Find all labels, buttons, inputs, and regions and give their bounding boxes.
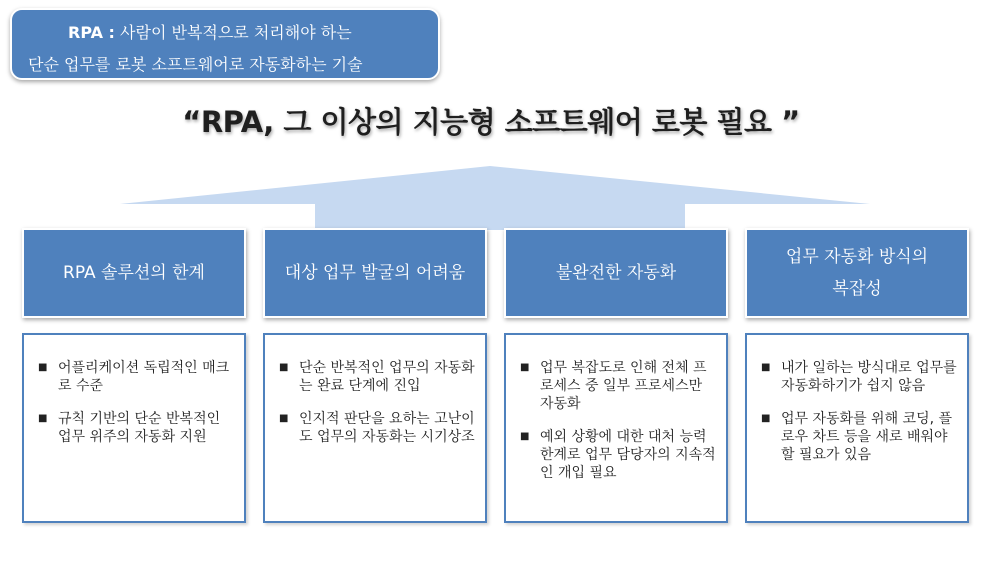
column-title-1: RPA 솔루션의 한계 — [63, 263, 205, 283]
column-title-2: 대상 업무 발굴의 어려움 — [284, 263, 466, 283]
bullet-list-1 — [36, 359, 234, 446]
list-item — [518, 428, 716, 482]
list-item — [277, 410, 475, 446]
list-item-text: 어플리케이션 독립적인 매크로 수준 — [58, 360, 230, 394]
bullet-icon: ■ — [761, 362, 771, 373]
definition-term: RPA : — [68, 23, 115, 42]
list-item-text: 업무 복잡도로 인해 전체 프로세스 중 일부 프로세스만 자동화 — [540, 360, 707, 412]
headline: “RPA, 그 이상의 지능형 소프트웨어 로봇 필요 ” — [182, 105, 800, 139]
definition-box — [10, 8, 440, 80]
bullet-icon: ■ — [38, 413, 48, 424]
column-header-2 — [263, 228, 487, 318]
bullet-icon: ■ — [279, 413, 289, 424]
column-header-1 — [22, 228, 246, 318]
bullet-icon: ■ — [38, 362, 48, 373]
column-content-2 — [263, 333, 487, 523]
bullet-list-3 — [518, 359, 716, 482]
list-item — [36, 410, 234, 446]
bullet-list-4 — [759, 359, 957, 464]
list-item — [518, 359, 716, 413]
list-item-text: 인지적 판단을 요하는 고난이도 업무의 자동화는 시기상조 — [299, 411, 475, 445]
list-item-text: 규칙 기반의 단순 반복적인 업무 위주의 자동화 지원 — [58, 411, 221, 445]
bullet-icon: ■ — [520, 431, 530, 442]
list-item-text: 단순 반복적인 업무의 자동화는 완료 단계에 진입 — [299, 360, 475, 394]
arrow-head — [120, 166, 870, 230]
column-title-4: 업무 자동화 방식의 — [785, 247, 929, 267]
list-item-text: 예외 상황에 대한 대처 능력 한계로 업무 담당자의 지속적인 개입 필요 — [540, 429, 716, 481]
bullet-icon: ■ — [520, 362, 530, 373]
list-item — [759, 359, 957, 395]
column-content-1 — [22, 333, 246, 523]
column-header-4 — [745, 228, 969, 318]
column-content-3 — [504, 333, 728, 523]
up-arrow-shape — [0, 160, 982, 230]
definition-line-2: 단순 업무를 로봇 소프트웨어로 자동화하는 기술 — [28, 55, 363, 74]
list-item-text: 내가 일하는 방식대로 업무를 자동화하기가 쉽지 않음 — [781, 360, 957, 394]
list-item — [277, 359, 475, 395]
definition-text-1: 사람이 반복적으로 처리해야 하는 — [120, 23, 352, 42]
column-title-3: 불완전한 자동화 — [555, 263, 677, 283]
list-item-text: 업무 자동화를 위해 코딩, 플로우 차트 등을 새로 배워야 할 필요가 있음 — [781, 411, 953, 463]
bullet-icon: ■ — [761, 413, 771, 424]
list-item — [36, 359, 234, 395]
column-content-4 — [745, 333, 969, 523]
column-header-3 — [504, 228, 728, 318]
list-item — [759, 410, 957, 464]
definition-line-1 — [28, 17, 426, 49]
bullet-list-2 — [277, 359, 475, 446]
bullet-icon: ■ — [279, 362, 289, 373]
column-title-4-line2: 복잡성 — [832, 279, 882, 299]
